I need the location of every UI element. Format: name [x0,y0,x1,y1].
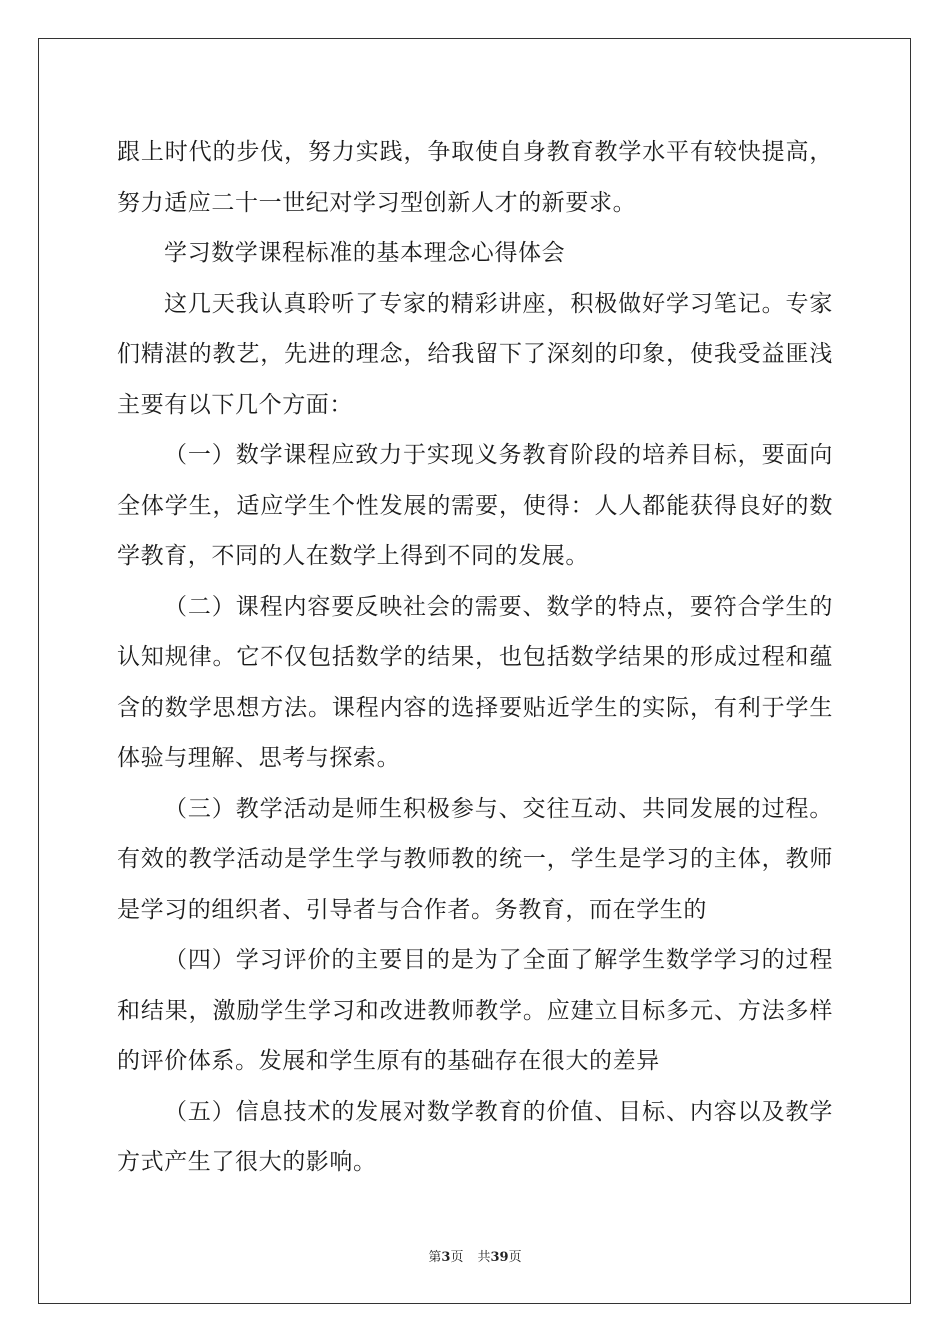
page-suffix: 页 [450,1250,464,1265]
page-footer [0,1246,950,1265]
text-line: 学教育，不同的人在数学上得到不同的发展。 [117,543,589,569]
text-line: 有效的教学活动是学生学与教师教的统一，学生是学习的主体，教师 [117,846,833,872]
text-line: 们精湛的教艺，先进的理念，给我留下了深刻的印象，使我受益匪浅 [117,341,833,367]
text-line: 和结果，激励学生学习和改进教师教学。应建立目标多元、方法多样 [117,997,833,1024]
text-line: （四）学习评价的主要目的是为了全面了解学生数学学习的过程 [164,947,833,973]
text-line: 学习数学课程标准的基本理念心得体会 [164,240,566,266]
text-line: 这几天我认真聆听了专家的精彩讲座，积极做好学习笔记。专家 [164,290,833,317]
text-line: 跟上时代的步伐，努力实践，争取使自身教育教学水平有较快提高， [117,139,833,165]
text-line: （三）教学活动是师生积极参与、交往互动、共同发展的过程。 [164,795,833,822]
text-line: 全体学生，适应学生个性发展的需要，使得：人人都能获得良好的数 [117,492,833,519]
text-line: 是学习的组织者、引导者与合作者。务教育，而在学生的 [117,896,707,923]
text-line: （一）数学课程应致力于实现义务教育阶段的培养目标，要面向 [164,442,833,468]
text-line: （五）信息技术的发展对数学教育的价值、目标、内容以及教学 [164,1098,833,1125]
total-prefix: 共 [477,1250,491,1265]
text-line: 含的数学思想方法。课程内容的选择要贴近学生的实际，有利于学生 [117,694,833,721]
page-prefix: 第 [428,1250,442,1265]
text-line: 认知规律。它不仅包括数学的结果，也包括数学结果的形成过程和蕴 [117,644,833,670]
text-line: （二）课程内容要反映社会的需要、数学的特点，要符合学生的 [164,593,833,620]
text-line: 的评价体系。发展和学生原有的基础存在很大的差异 [117,1048,660,1074]
text-line: 主要有以下几个方面： [117,391,353,418]
total-suffix: 页 [508,1250,522,1265]
document-body [117,127,833,1188]
page-number: 3 [441,1250,451,1265]
text-line: 努力适应二十一世纪对学习型创新人才的新要求。 [117,189,637,216]
text-line: 方式产生了很大的影响。 [117,1149,377,1175]
total-pages: 39 [490,1250,509,1265]
text-line: 体验与理解、思考与探索。 [117,745,401,771]
